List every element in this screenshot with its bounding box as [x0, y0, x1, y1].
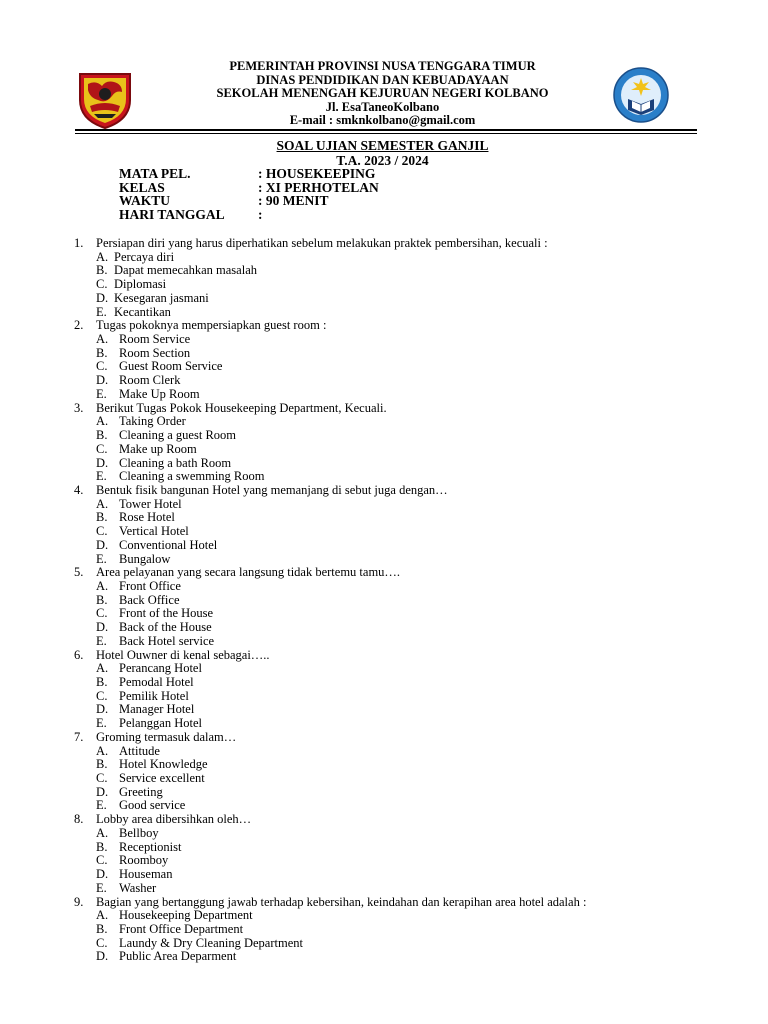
question-text-row — [74, 237, 714, 251]
option-text: Bellboy — [119, 825, 159, 840]
option-text: Guest Room Service — [119, 359, 223, 374]
option-letter: D. — [96, 373, 109, 388]
option-letter: C. — [96, 524, 108, 539]
answer-option — [74, 621, 714, 635]
answer-option — [74, 937, 714, 951]
question-number: 3. — [74, 400, 84, 415]
question-item — [74, 731, 714, 813]
option-text: Cleaning a bath Room — [119, 455, 232, 470]
answer-option — [74, 429, 714, 443]
option-letter: D. — [96, 867, 109, 882]
option-letter: C. — [96, 606, 108, 621]
option-text: Percaya diri — [114, 249, 175, 264]
info-value: : HOUSEKEEPING — [258, 166, 376, 181]
question-text-row — [74, 649, 714, 663]
answer-option — [74, 306, 714, 320]
answer-option — [74, 347, 714, 361]
option-letter: C. — [96, 853, 108, 868]
answer-option — [74, 854, 714, 868]
option-letter: A. — [96, 825, 109, 840]
option-text: Back Office — [119, 592, 180, 607]
answer-option — [74, 580, 714, 594]
option-text: Laundy & Dry Cleaning Department — [119, 935, 303, 950]
option-text: Make up Room — [119, 441, 197, 456]
answer-option — [74, 662, 714, 676]
answer-option — [74, 676, 714, 690]
option-text: Conventional Hotel — [119, 537, 218, 552]
option-text: Roomboy — [119, 853, 169, 868]
tut-wuri-handayani-icon — [612, 66, 670, 124]
exam-year: T.A. 2023 / 2024 — [336, 152, 429, 168]
exam-title: SOAL UJIAN SEMESTER GANJIL — [276, 138, 489, 153]
option-letter: E. — [96, 304, 107, 319]
question-number: 1. — [74, 236, 84, 250]
option-letter: A. — [96, 496, 109, 511]
option-text: Cleaning a swemming Room — [119, 469, 265, 484]
option-letter: D. — [96, 702, 109, 717]
answer-option — [74, 635, 714, 649]
answer-option — [74, 498, 714, 512]
question-text: Groming termasuk dalam… — [96, 729, 237, 744]
answer-option — [74, 841, 714, 855]
answer-option — [74, 717, 714, 731]
option-text: Rose Hotel — [119, 510, 175, 525]
option-text: Dapat memecahkan masalah — [114, 263, 257, 278]
letterhead-line-2: DINAS PENDIDIKAN DAN KEBUADAYAAN — [256, 72, 509, 87]
info-row-class — [119, 181, 379, 195]
option-text: Front of the House — [119, 606, 214, 621]
option-letter: B. — [96, 839, 108, 854]
option-letter: E. — [96, 551, 107, 566]
option-letter: C. — [96, 688, 108, 703]
question-number: 9. — [74, 894, 84, 909]
option-letter: B. — [96, 510, 108, 525]
answer-option — [74, 923, 714, 937]
option-text: Houseman — [119, 867, 173, 882]
option-text: Diplomasi — [114, 277, 167, 292]
option-text: Tower Hotel — [119, 496, 182, 511]
answer-option — [74, 607, 714, 621]
answer-option — [74, 827, 714, 841]
option-letter: A. — [96, 743, 109, 758]
option-letter: C. — [96, 277, 108, 292]
answer-option — [74, 333, 714, 347]
answer-option — [74, 292, 714, 306]
option-text: Back of the House — [119, 620, 212, 635]
answer-option — [74, 539, 714, 553]
option-text: Perancang Hotel — [119, 661, 202, 676]
option-letter: E. — [96, 469, 107, 484]
answer-option — [74, 882, 714, 896]
info-row-date — [119, 208, 379, 222]
question-text-row — [74, 566, 714, 580]
question-text: Bentuk fisik bangunan Hotel yang memanjang di sebut juga dengan… — [96, 482, 448, 497]
answer-option — [74, 360, 714, 374]
info-label: WAKTU — [119, 193, 171, 209]
info-value: : — [258, 207, 263, 223]
option-text: Vertical Hotel — [119, 524, 189, 539]
answer-option — [74, 786, 714, 800]
answer-option — [74, 470, 714, 484]
option-text: Housekeeping Department — [119, 908, 253, 923]
option-letter: E. — [96, 386, 107, 401]
option-text: Cleaning a guest Room — [119, 428, 236, 443]
option-letter: B. — [96, 921, 108, 936]
question-item — [74, 402, 714, 484]
exam-title-block — [150, 139, 615, 168]
answer-option — [74, 511, 714, 525]
question-text: Berikut Tugas Pokok Housekeeping Department, Kecuali. — [96, 400, 387, 415]
question-number: 5. — [74, 565, 84, 580]
letterhead-divider-thick — [75, 129, 697, 131]
answer-option — [74, 909, 714, 923]
option-letter: C. — [96, 771, 108, 786]
option-letter: A. — [96, 332, 109, 347]
answer-option — [74, 415, 714, 429]
option-letter: B. — [96, 345, 108, 360]
option-letter: A. — [96, 578, 109, 593]
option-text: Kesegaran jasmani — [114, 290, 209, 305]
question-number: 6. — [74, 647, 84, 662]
option-letter: A. — [96, 249, 109, 264]
option-letter: E. — [96, 880, 107, 895]
option-letter: C. — [96, 441, 108, 456]
question-text-row — [74, 319, 714, 333]
question-item — [74, 649, 714, 731]
option-text: Greeting — [119, 784, 163, 799]
option-text: Service excellent — [119, 771, 205, 786]
option-text: Manager Hotel — [119, 702, 195, 717]
option-letter: E. — [96, 798, 107, 813]
question-text: Bagian yang bertanggung jawab terhadap kebersihan, keindahan dan kerapihan area hotel adalah : — [96, 894, 587, 909]
option-text: Room Section — [119, 345, 191, 360]
option-text: Front Office — [119, 578, 181, 593]
question-list — [74, 237, 714, 964]
question-item — [74, 896, 714, 965]
option-letter: D. — [96, 290, 109, 305]
question-text: Hotel Ouwner di kenal sebagai….. — [96, 647, 270, 662]
option-text: Good service — [119, 798, 186, 813]
info-value: : 90 MENIT — [258, 193, 329, 209]
question-number: 2. — [74, 318, 84, 333]
question-item — [74, 237, 714, 319]
answer-option — [74, 278, 714, 292]
option-text: Make Up Room — [119, 386, 200, 401]
option-text: Washer — [119, 880, 157, 895]
question-item — [74, 484, 714, 566]
option-text: Room Clerk — [119, 373, 181, 388]
option-text: Room Service — [119, 332, 191, 347]
option-letter: A. — [96, 414, 109, 429]
info-value: : XI PERHOTELAN — [258, 179, 379, 195]
option-letter: B. — [96, 592, 108, 607]
question-text-row — [74, 731, 714, 745]
option-text: Pemodal Hotel — [119, 675, 194, 689]
question-text: Tugas pokoknya mempersiapkan guest room : — [96, 318, 327, 333]
question-number: 8. — [74, 812, 84, 827]
option-letter: B. — [96, 757, 108, 772]
option-text: Hotel Knowledge — [119, 757, 208, 772]
option-text: Pemilik Hotel — [119, 688, 189, 703]
answer-option — [74, 251, 714, 265]
answer-option — [74, 703, 714, 717]
question-number: 4. — [74, 482, 84, 497]
answer-option — [74, 758, 714, 772]
info-label: HARI TANGGAL — [119, 207, 225, 223]
option-letter: B. — [96, 428, 108, 443]
question-text-row — [74, 402, 714, 416]
letterhead-email: E-mail : smknkolbano@gmail.com — [289, 113, 476, 128]
option-letter: D. — [96, 784, 109, 799]
question-text-row — [74, 484, 714, 498]
option-letter: C. — [96, 359, 108, 374]
answer-option — [74, 443, 714, 457]
option-letter: D. — [96, 537, 109, 552]
answer-option — [74, 745, 714, 759]
question-text: Persiapan diri yang harus diperhatikan sebelum melakukan praktek pembersihan, kecuali : — [96, 236, 548, 250]
province-emblem-icon — [76, 70, 134, 130]
option-letter: A. — [96, 908, 109, 923]
answer-option — [74, 772, 714, 786]
letterhead — [150, 60, 615, 128]
option-letter: B. — [96, 675, 108, 689]
answer-option — [74, 799, 714, 813]
option-letter: C. — [96, 935, 108, 950]
option-text: Front Office Department — [119, 921, 244, 936]
answer-option — [74, 457, 714, 471]
question-item — [74, 566, 714, 648]
option-text: Kecantikan — [114, 304, 171, 319]
answer-option — [74, 594, 714, 608]
option-text: Back Hotel service — [119, 633, 215, 648]
option-text: Bungalow — [119, 551, 171, 566]
question-text-row — [74, 813, 714, 827]
option-text: Receptionist — [119, 839, 182, 854]
answer-option — [74, 264, 714, 278]
answer-option — [74, 868, 714, 882]
question-text-row — [74, 896, 714, 910]
answer-option — [74, 553, 714, 567]
option-letter: B. — [96, 263, 108, 278]
option-letter: A. — [96, 661, 109, 676]
question-number: 7. — [74, 729, 84, 744]
question-item — [74, 319, 714, 401]
option-letter: D. — [96, 620, 109, 635]
answer-option — [74, 388, 714, 402]
option-text: Pelanggan Hotel — [119, 716, 202, 731]
letterhead-line-3: SEKOLAH MENENGAH KEJURUAN NEGERI KOLBANO — [216, 86, 549, 101]
letterhead-divider-thin — [75, 133, 697, 134]
info-row-time — [119, 194, 379, 208]
option-text: Attitude — [119, 743, 160, 758]
option-letter: E. — [96, 633, 107, 648]
option-text: Taking Order — [119, 414, 186, 429]
question-item — [74, 813, 714, 895]
question-text: Lobby area dibersihkan oleh… — [96, 812, 252, 827]
option-letter: D. — [96, 455, 109, 470]
answer-option — [74, 374, 714, 388]
answer-option — [74, 525, 714, 539]
answer-option — [74, 690, 714, 704]
question-text: Area pelayanan yang secara langsung tidak bertemu tamu…. — [96, 565, 401, 580]
option-letter: E. — [96, 716, 107, 731]
info-label: MATA PEL. — [119, 166, 191, 181]
option-text: Public Area Deparment — [119, 949, 237, 964]
info-row-subject — [119, 167, 379, 181]
letterhead-address: Jl. EsaTaneoKolbano — [325, 99, 440, 114]
option-letter: D. — [96, 949, 109, 964]
exam-info — [119, 167, 379, 222]
letterhead-line-1: PEMERINTAH PROVINSI NUSA TENGGARA TIMUR — [229, 59, 536, 73]
info-label: KELAS — [119, 179, 165, 195]
answer-option — [74, 950, 714, 964]
